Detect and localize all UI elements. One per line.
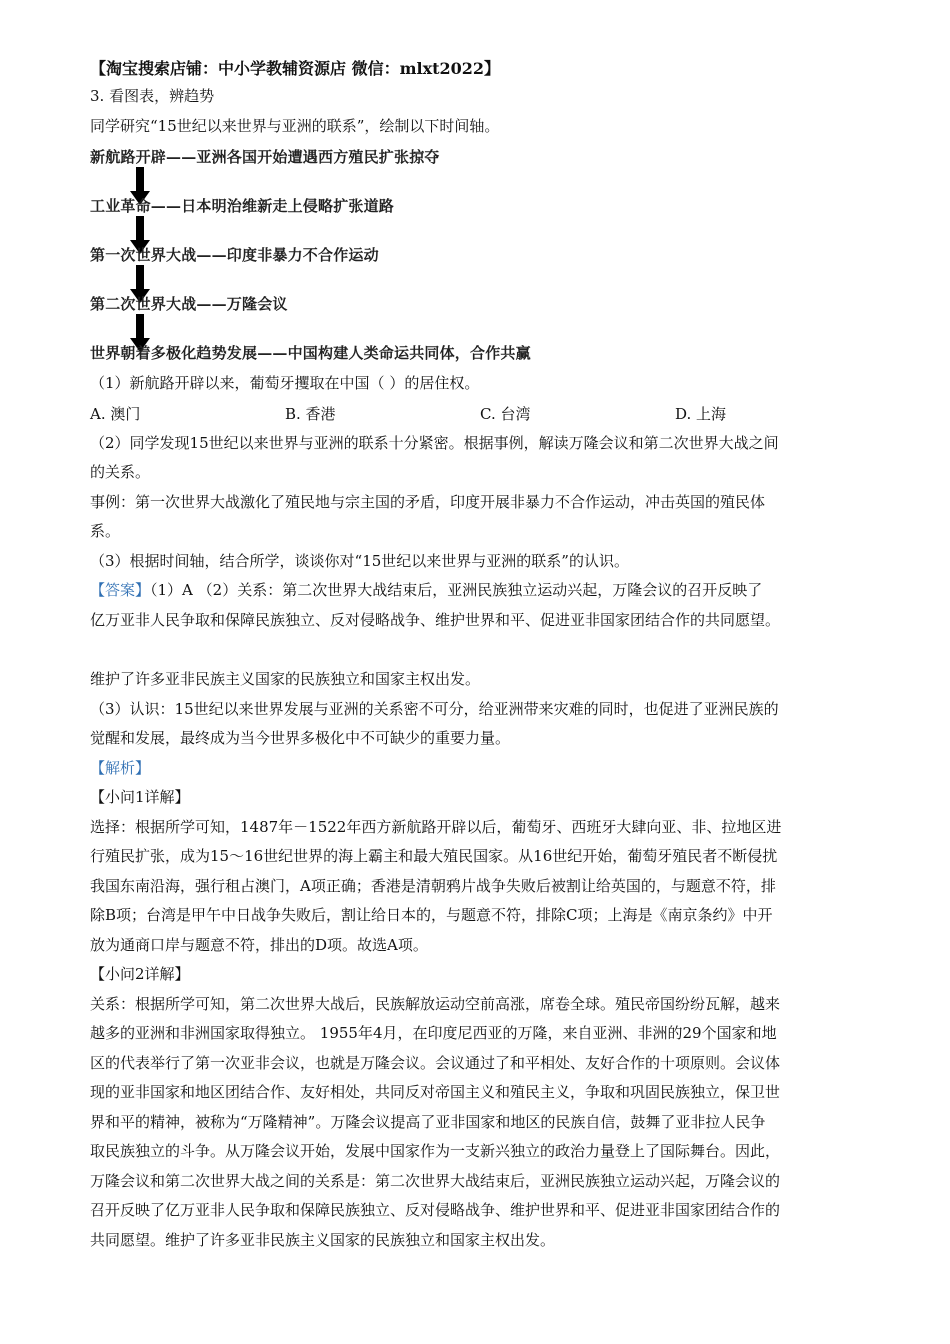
timeline-text: 第一次世界大战——印度非暴力不合作运动 — [90, 246, 379, 264]
analysis-tag: 【解析】 — [90, 758, 151, 777]
timeline-item — [90, 341, 870, 369]
option-a: A. 澳门 — [90, 404, 141, 423]
timeline-item — [90, 292, 870, 341]
subquestion-1-title: 【小问1详解】 — [90, 788, 190, 806]
sub1-line: 选择：根据所学可知，1487年－1522年西方新航路开辟以后，葡萄牙、西班牙大肆向亚、非、拉地区进 — [90, 817, 782, 836]
question-intro: 同学研究“15世纪以来世界与亚洲的联系”，绘制以下时间轴。 — [90, 116, 500, 135]
timeline — [90, 145, 870, 369]
sub1-line: 放为通商口岸与题意不符，排出的D项。故选A项。 — [90, 935, 428, 954]
answer-cont-line: （3）认识：15世纪以来世界发展与亚洲的关系密不可分，给亚洲带来灾难的同时，也促进了亚洲民族的 — [90, 699, 779, 718]
document-page — [90, 58, 870, 1255]
option-c: C. 台湾 — [480, 404, 531, 423]
question-title: 3. 看图表，辨趋势 — [90, 87, 215, 105]
option-b: B. 香港 — [285, 404, 336, 423]
spacer — [90, 635, 870, 665]
sub1-line: 行殖民扩张，成为15～16世纪世界的海上霸主和最大殖民国家。从16世纪开始，葡萄牙殖民者不断侵扰 — [90, 847, 778, 865]
timeline-item — [90, 194, 870, 243]
timeline-text: 新航路开辟——亚洲各国开始遭遇西方殖民扩张掠夺 — [90, 148, 440, 166]
sub2-line: 共同愿望。维护了许多亚非民族主义国家的民族独立和国家主权出发。 — [90, 1230, 556, 1249]
timeline-text: 世界朝着多极化趋势发展——中国构建人类命运共同体，合作共赢 — [90, 344, 531, 362]
sub2-line: 取民族独立的斗争。从万隆会议开始，发展中国家作为一支新兴独立的政治力量登上了国际舞台。因此， — [90, 1142, 781, 1160]
answer-tag: 【答案】 — [90, 581, 151, 599]
example-line: 事例：第一次世界大战激化了殖民地与宗主国的矛盾，印度开展非暴力不合作运动，冲击英国的殖民体 — [90, 492, 766, 511]
sub1-line: 我国东南沿海，强行租占澳门，A项正确；香港是清朝鸦片战争失败后被割让给英国的，与题意不符，排 — [90, 876, 776, 895]
timeline-item — [90, 243, 870, 292]
sub1-line: 除B项；台湾是甲午中日战争失败后，割让给日本的，与题意不符，排除C项；上海是《南京条约》中开 — [90, 906, 773, 924]
answer-cont-line: 维护了许多亚非民族主义国家的民族独立和国家主权出发。 — [90, 670, 481, 688]
timeline-item — [90, 145, 870, 194]
subquestion-2-title: 【小问2详解】 — [90, 965, 190, 983]
example-line: 系。 — [90, 522, 121, 540]
question-1: （1）新航路开辟以来，葡萄牙攫取在中国（ ）的居住权。 — [90, 374, 480, 392]
question-3: （3）根据时间轴，结合所学，谈谈你对“15世纪以来世界与亚洲的联系”的认识。 — [90, 551, 629, 570]
sub2-line: 界和平的精神，被称为“万隆精神”。万隆会议提高了亚非国家和地区的民族自信，鼓舞了亚非拉人民争 — [90, 1112, 766, 1131]
option-d: D. 上海 — [675, 404, 727, 423]
answer-cont-line: 觉醒和发展，最终成为当今世界多极化中不可缺少的重要力量。 — [90, 729, 511, 747]
sub2-line: 召开反映了亿万亚非人民争取和保障民族独立、反对侵略战争、维护世界和平、促进亚非国家团结合作的 — [90, 1201, 781, 1219]
answer-line: 亿万亚非人民争取和保障民族独立、反对侵略战争、维护世界和平、促进亚非国家团结合作的共同愿望。 — [90, 610, 781, 629]
question-2-line: （2）同学发现15世纪以来世界与亚洲的联系十分紧密。根据事例，解读万隆会议和第二次世界大战之间 — [90, 433, 779, 452]
sub2-line: 现的亚非国家和地区团结合作、友好相处，共同反对帝国主义和殖民主义，争取和巩固民族独立，保卫世 — [90, 1083, 781, 1101]
sub2-line: 区的代表举行了第一次亚非会议，也就是万隆会议。会议通过了和平相处、友好合作的十项原则。会议体 — [90, 1053, 781, 1072]
timeline-text: 第二次世界大战——万隆会议 — [90, 295, 288, 313]
answer-line — [90, 576, 870, 606]
sub2-line: 万隆会议和第二次世界大战之间的关系是：第二次世界大战结束后，亚洲民族独立运动兴起，万隆会议的 — [90, 1171, 781, 1190]
sub2-line: 越多的亚洲和非洲国家取得独立。 1955年4月，在印度尼西亚的万隆，来自亚洲、非洲的29个国家和地 — [90, 1024, 777, 1042]
header-banner: 【淘宝搜索店铺：中小学教辅资源店 微信：mlxt2022】 — [90, 59, 501, 78]
options-row — [90, 399, 870, 429]
timeline-text: 工业革命——日本明治维新走上侵略扩张道路 — [90, 197, 395, 215]
answer-text: （1）A （2）关系：第二次世界大战结束后，亚洲民族独立运动兴起，万隆会议的召开反映了 — [150, 581, 763, 599]
question-2-line: 的关系。 — [90, 463, 151, 481]
sub2-line: 关系：根据所学可知，第二次世界大战后，民族解放运动空前高涨，席卷全球。殖民帝国纷纷瓦解，越来 — [90, 994, 781, 1013]
